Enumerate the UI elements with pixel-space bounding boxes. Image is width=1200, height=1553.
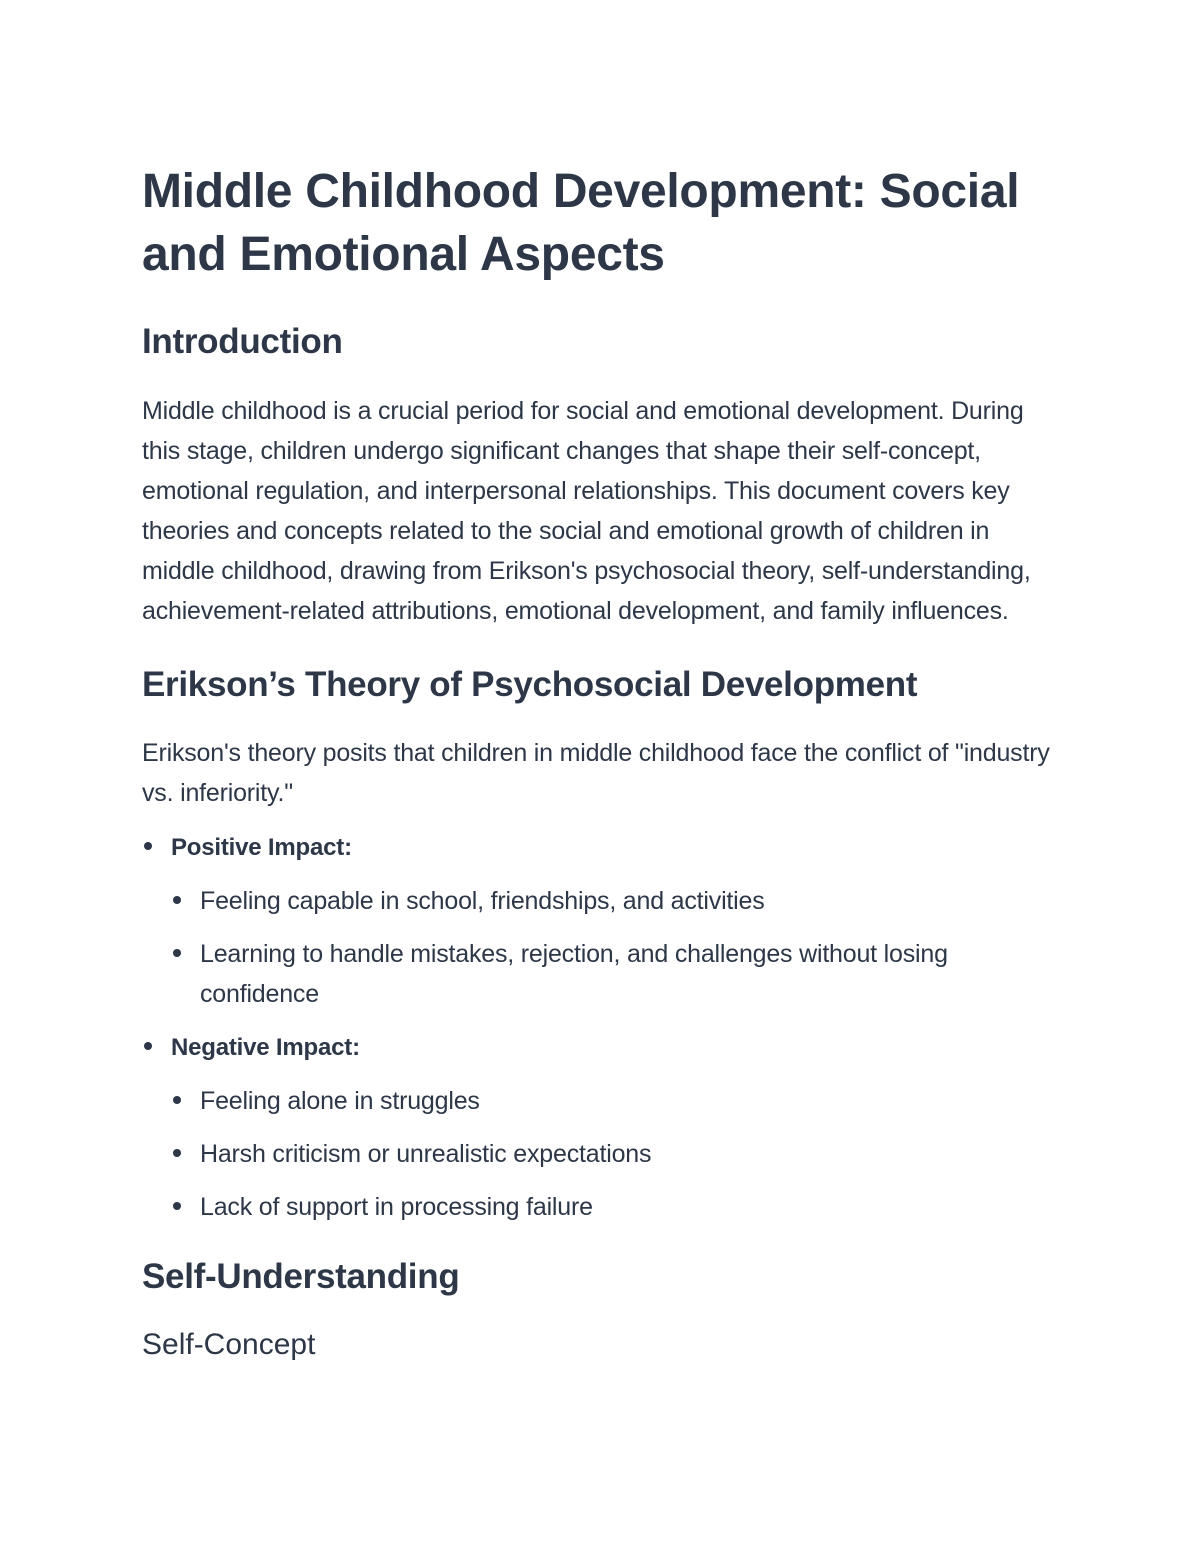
list-item: Feeling capable in school, friendships, and activities <box>171 881 1062 921</box>
impact-list <box>142 827 1062 1227</box>
list-item: Feeling alone in struggles <box>171 1081 1062 1121</box>
section-heading-erikson: Erikson’s Theory of Psychosocial Development <box>142 665 918 704</box>
negative-impact-sublist <box>171 1081 1062 1227</box>
erikson-paragraph: Erikson's theory posits that children in middle childhood face the conflict of "industry vs. inferiority." <box>142 739 1050 807</box>
list-item: Harsh criticism or unrealistic expectations <box>171 1134 1062 1174</box>
section-heading-introduction: Introduction <box>142 322 343 361</box>
list-item-negative-impact <box>142 1027 1062 1227</box>
list-item: Learning to handle mistakes, rejection, and challenges without losing confidence <box>171 934 1062 1014</box>
positive-impact-sublist <box>171 881 1062 1014</box>
document-title: Middle Childhood Development: Social and Emotional Aspects <box>142 165 1020 281</box>
positive-impact-label: Positive Impact: <box>171 834 352 861</box>
section-heading-self-understanding: Self-Understanding <box>142 1257 460 1296</box>
introduction-paragraph: Middle childhood is a crucial period for social and emotional development. During this stage, children undergo significant changes that shape their self-concept, emotional regulation, and interpersonal relationships. This document covers key theories and concepts related to the social and emotional growth of children in middle childhood, drawing from Erikson's psychosocial theory, self-understanding, achievement-related attributions, emotional development, and family influences. <box>142 397 1031 625</box>
list-item: Lack of support in processing failure <box>171 1187 1062 1227</box>
negative-impact-label: Negative Impact: <box>171 1034 360 1061</box>
list-item-positive-impact <box>142 827 1062 1014</box>
subsection-heading-self-concept: Self-Concept <box>142 1328 316 1361</box>
document-page <box>142 160 1062 1365</box>
